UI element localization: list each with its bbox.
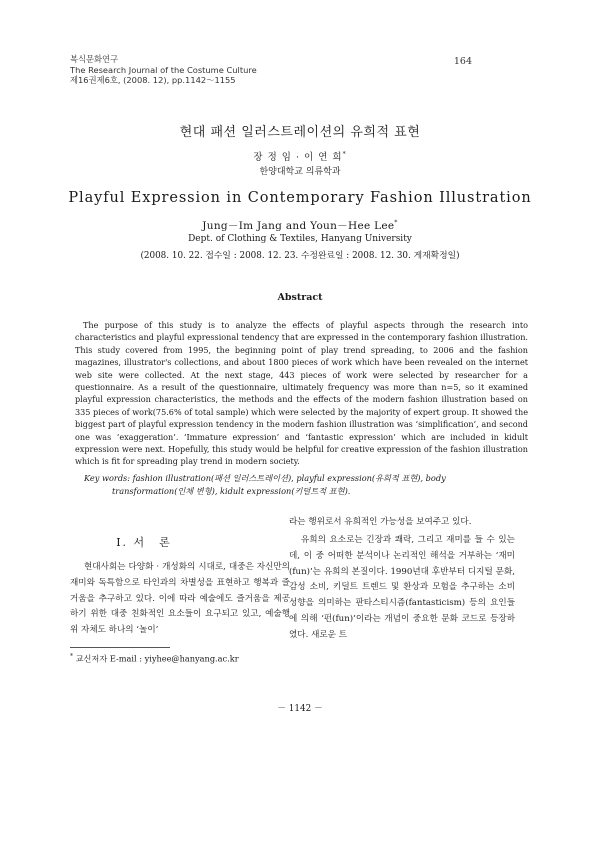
intro-right-paragraph-1: 라는 행위로서 유희적인 가능성을 보여주고 있다.	[289, 517, 472, 527]
submission-dates: (2008. 10. 22. 접수일 : 2008. 12. 23. 수정완료일 : 2008. 12. 30. 게재확정일)	[140, 251, 460, 261]
footnote-text: 교신저자 E-mail : yiyhee@hanyang.ac.kr	[75, 653, 239, 664]
keywords: Key words: fashion illustration(패션 일러스트레이션), playful expression(유희적 표현), body transformation(인체 변형), kidult expression(키덜트적 표현).	[84, 473, 446, 496]
abstract-heading: Abstract	[277, 292, 323, 303]
footnote	[70, 653, 239, 665]
page-number-top: 164	[453, 56, 472, 67]
authors-korean-names: 장 정 임 · 이 연 희	[253, 152, 343, 163]
authors-korean	[0, 149, 600, 163]
abstract-body: The purpose of this study is to analyze the effects of playful aspects through the research into characteristics and playful expressional tendency that are expressed in the contemporary fashion illustration. This study covered from 1995, the beginning point of play trend spreading, to 2006 and the fashion magazines, illustrator's collections, and about 1800 pieces of work which have been revealed on the internet web site were collected. At the next stage, 443 pieces of work were selected by researcher for a questionnaire. As a result of the questionnaire, ultimately frequency was more than n=5, so it examined playful expression characteristics, the methods and the effects of the modern fashion illustration based on 335 pieces of work(75.6% of total sample) which were selected by the majority of expert group. It showed the biggest part of playful expression tendency in the modern fashion illustration was ‘simplification’, and second one was ‘exaggeration’. ‘Immature expression’ and ‘fantastic expression’ which are included in kidult expression were next. Hopefully, this study would be helpful for creative expression of the fashion illustration which is fit for spreading play trend in modern society.	[75, 320, 528, 467]
journal-name-en: The Research Journal of the Costume Culture	[70, 64, 257, 75]
journal-name-ko: 복식문화연구	[70, 54, 119, 64]
affiliation-korean: 한양대학교 의류학과	[259, 167, 341, 177]
section-heading-introduction: Ⅰ. 서 론	[116, 536, 172, 549]
corresponding-mark-ko: *	[342, 150, 347, 158]
authors-english	[0, 218, 600, 233]
page-number-bottom: － 1142 －	[277, 704, 323, 714]
authors-english-names: Jung－Im Jang and Youn－Hee Lee	[202, 220, 395, 232]
journal-volume: 제16권제6호, (2008. 12), pp.1142～1155	[70, 75, 236, 86]
intro-left-paragraph: 현대사회는 다양화 · 개성화의 시대로, 대중은 자신만의 재미와 독특함으로 타인과의 차별성을 표현하고 행복과 즐거움을 추구하고 있다. 이에 따라 예술에도 즐거움을 제공하기 위한 대중 친화적인 요소들이 요구되고 있고, 예술행위 자체도 하나의 ‘놀이’	[70, 562, 290, 636]
title-english: Playful Expression in Contemporary Fashion Illustration	[68, 190, 532, 206]
footnote-mark: *	[70, 653, 73, 660]
corresponding-mark-en: *	[394, 219, 398, 227]
journal-header	[70, 54, 257, 86]
affiliation-english: Dept. of Clothing & Textiles, Hanyang University	[188, 234, 412, 244]
footnote-rule	[70, 647, 170, 648]
intro-right-paragraph-2: 유희의 요소로는 긴장과 쾌락, 그리고 재미를 들 수 있는데, 이 중 어떠한 분석이나 논리적인 해석을 거부하는 ‘재미(fun)’는 유희의 본질이다. 1990년대 후반부터 디지털 문화, 감성 소비, 키덜트 트렌드 및 환상과 모험을 추구하는 소비 성향을 의미하는 판타스티시즘(fantasticism) 등의 요인들에 의해 ‘펀(fun)’이라는 개념이 중요한 문화 코드로 등장하였다. 새로운 트	[289, 535, 515, 640]
title-korean: 현대 패션 일러스트레이션의 유희적 표현	[179, 125, 421, 140]
